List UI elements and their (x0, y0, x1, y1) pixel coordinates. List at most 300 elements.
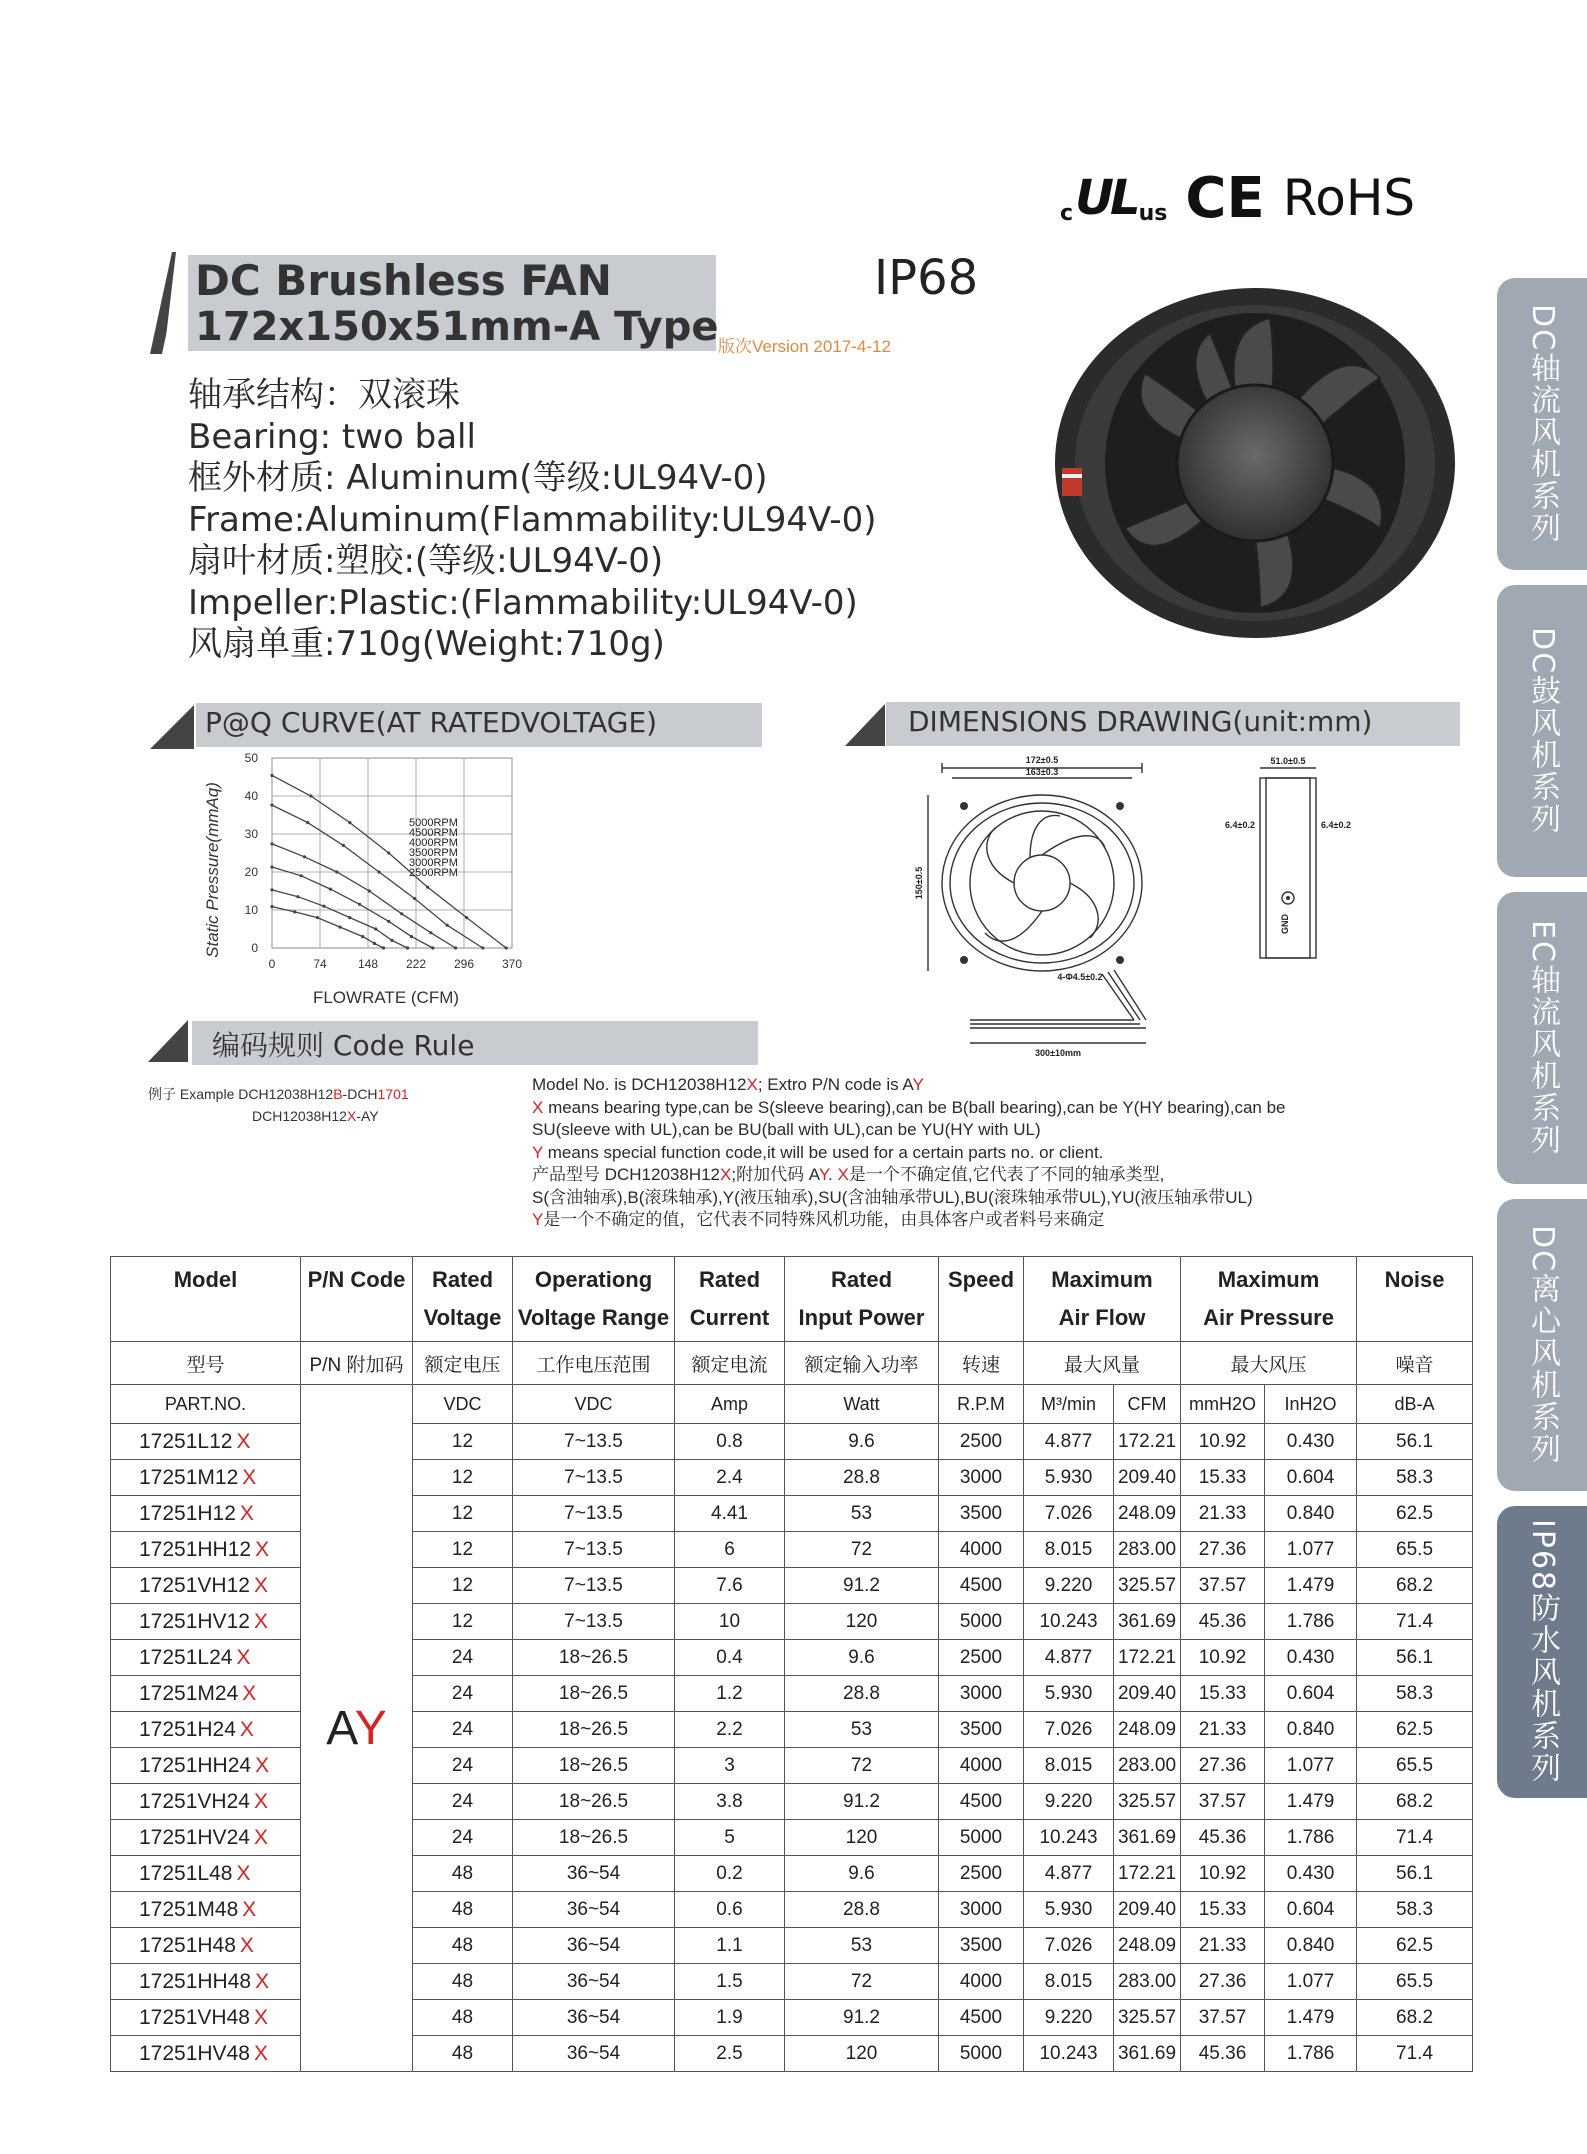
pq-data-point (390, 939, 393, 942)
header-text: Current (689, 1305, 770, 1330)
table-cell: 0.840 (1265, 1496, 1357, 1532)
pq-data-point (329, 888, 332, 891)
header-text: Speed (947, 1267, 1015, 1292)
table-cell: 2500 (939, 1424, 1024, 1460)
table-cell: 5000 (939, 2036, 1024, 2072)
model-suffix: X (253, 1825, 268, 1849)
table-cell: 10.92 (1181, 1424, 1265, 1460)
table-cell: 283.00 (1114, 1748, 1181, 1784)
spec-line: Impeller:Plastic:(Flammability:UL94V-0) (188, 582, 858, 623)
table-cell: 53 (785, 1496, 939, 1532)
model-number: 17251L48 (139, 1861, 233, 1885)
pn-code-y: Y (354, 1701, 387, 1755)
table-cell: 7~13.5 (513, 1424, 675, 1460)
pq-plot-frame (272, 758, 512, 948)
table-cell: 15.33 (1181, 1892, 1265, 1928)
table-cell: 1.077 (1265, 1532, 1357, 1568)
table-cell: 120 (785, 2036, 939, 2072)
model-number: 17251M48 (139, 1897, 239, 1921)
pq-data-point (410, 935, 413, 938)
table-cell: 1.077 (1265, 1964, 1357, 2000)
pq-data-point (335, 870, 338, 873)
table-cell: 8.015 (1024, 1532, 1114, 1568)
table-cell: 58.3 (1357, 1892, 1473, 1928)
table-cell: 209.40 (1114, 1676, 1181, 1712)
dim-side-b: 6.4±0.2 (1321, 820, 1351, 830)
note-line (532, 1142, 1532, 1165)
pq-data-point (293, 910, 296, 913)
pq-data-point (270, 865, 273, 868)
table-cell: 4500 (939, 2000, 1024, 2036)
table-cell: 10 (675, 1604, 785, 1640)
table-cell: 53 (785, 1712, 939, 1748)
pq-data-point (465, 916, 468, 919)
table-cell: 248.09 (1114, 1496, 1181, 1532)
table-cell: 1.1 (675, 1928, 785, 1964)
side-tab-label: DC鼓风机系列 (1525, 626, 1560, 836)
pq-data-point (400, 912, 403, 915)
unit-cell: mmH2O (1181, 1385, 1265, 1424)
model-cell (111, 1748, 301, 1784)
example-text: B (333, 1086, 343, 1102)
cn-header: 额定输入功率 (785, 1342, 939, 1385)
pq-y-axis-label: Static Pressure(mmAq) (203, 782, 222, 958)
pq-y-tick-label: 20 (244, 865, 258, 879)
pq-legend-label: 2500RPM (409, 867, 458, 879)
table-cell: 248.09 (1114, 1928, 1181, 1964)
table-cell: 45.36 (1181, 1820, 1265, 1856)
cn-header: 额定电压 (413, 1342, 513, 1385)
dims-section-title: DIMENSIONS DRAWING(unit:mm) (908, 705, 1373, 738)
pn-code-cell (301, 1385, 413, 2072)
spec-line: Bearing: two ball (188, 416, 476, 457)
dim-depth: 51.0±0.5 (1270, 756, 1306, 766)
model-suffix: X (255, 1969, 270, 1993)
table-cell: 4.877 (1024, 1640, 1114, 1676)
cn-header: 工作电压范围 (513, 1342, 675, 1385)
spec-list (188, 375, 876, 666)
table-cell: 2500 (939, 1856, 1024, 1892)
note-line (532, 1097, 1532, 1120)
table-cell: 62.5 (1357, 1928, 1473, 1964)
model-number: 17251VH12 (139, 1573, 250, 1597)
ip-rating: IP68 (874, 250, 979, 306)
model-number: 17251HV12 (139, 1609, 250, 1633)
table-cell: 48 (413, 2000, 513, 2036)
pq-data-point (306, 821, 309, 824)
pq-data-point (270, 804, 273, 807)
table-cell: 0.840 (1265, 1712, 1357, 1748)
dim-hole: 4-Φ4.5±0.2 (1057, 972, 1103, 982)
pq-series-line (272, 867, 433, 948)
pq-section-title: P@Q CURVE(AT RATEDVOLTAGE) (205, 706, 658, 739)
pq-data-point (431, 946, 434, 949)
pq-curve-chart (190, 748, 550, 1018)
table-cell: 37.57 (1181, 1568, 1265, 1604)
table-cell: 58.3 (1357, 1676, 1473, 1712)
model-cell (111, 1568, 301, 1604)
pq-data-point (348, 916, 351, 919)
table-cell: 3000 (939, 1460, 1024, 1496)
pq-data-point (358, 903, 361, 906)
table-cell: 5.930 (1024, 1892, 1114, 1928)
dim-gnd: GND (1280, 914, 1290, 934)
pq-y-tick-label: 40 (244, 789, 258, 803)
pq-legend-label: 5000RPM (409, 817, 458, 829)
ul-us-letters: us (1138, 201, 1168, 226)
dim-side-a: 6.4±0.2 (1225, 820, 1255, 830)
pq-data-point (382, 946, 385, 949)
note-text: X (720, 1165, 732, 1184)
note-line (532, 1164, 1532, 1187)
note-text: Y (532, 1142, 544, 1162)
table-cell: 7~13.5 (513, 1460, 675, 1496)
pq-series-line (272, 907, 384, 948)
table-cell: 91.2 (785, 2000, 939, 2036)
col-pn-code (301, 1257, 413, 1342)
table-cell: 4.41 (675, 1496, 785, 1532)
rohs-mark: RoHS (1282, 169, 1416, 227)
col-model (111, 1257, 301, 1342)
unit-cell: dB-A (1357, 1385, 1473, 1424)
pq-x-axis-label: FLOWRATE (CFM) (312, 988, 460, 1007)
model-suffix: X (253, 1573, 268, 1597)
table-cell: 18~26.5 (513, 1712, 675, 1748)
product-size-title: 172x150x51mm-A Type (195, 304, 719, 350)
model-suffix: X (255, 1753, 270, 1777)
table-cell: 1.786 (1265, 1820, 1357, 1856)
model-number: 17251L12 (139, 1429, 233, 1453)
table-cell: 53 (785, 1928, 939, 1964)
cn-header: 最大风量 (1024, 1342, 1181, 1385)
pq-data-point (316, 916, 319, 919)
pq-data-point (270, 774, 273, 777)
code-header-icon (148, 1020, 188, 1062)
table-cell: 15.33 (1181, 1676, 1265, 1712)
dim-inner: 163±0.3 (1025, 767, 1059, 777)
pq-header-icon (150, 705, 194, 749)
table-cell: 1.5 (675, 1964, 785, 2000)
example-text: DCH12038H12 (252, 1108, 347, 1124)
table-cell: 72 (785, 1532, 939, 1568)
table-cell: 7.6 (675, 1568, 785, 1604)
note-text: Y (818, 1165, 829, 1184)
table-cell: 7.026 (1024, 1928, 1114, 1964)
table-cell: 10.243 (1024, 1604, 1114, 1640)
example-text: -DCH (342, 1086, 378, 1102)
pq-data-point (342, 844, 345, 847)
table-cell: 3500 (939, 1496, 1024, 1532)
table-cell: 283.00 (1114, 1964, 1181, 2000)
table-cell: 325.57 (1114, 2000, 1181, 2036)
table-cell: 325.57 (1114, 1784, 1181, 1820)
table-cell: 361.69 (1114, 1604, 1181, 1640)
table-cell: 56.1 (1357, 1856, 1473, 1892)
table-cell: 7~13.5 (513, 1496, 675, 1532)
model-number: 17251HH12 (139, 1537, 252, 1561)
table-cell: 172.21 (1114, 1424, 1181, 1460)
model-suffix: X (255, 1537, 270, 1561)
pq-x-tick-label: 0 (268, 957, 276, 971)
col-speed (939, 1257, 1024, 1342)
table-cell: 21.33 (1181, 1928, 1265, 1964)
table-cell: 7.026 (1024, 1712, 1114, 1748)
table-cell: 7~13.5 (513, 1532, 675, 1568)
pq-x-tick-label: 296 (453, 957, 475, 971)
table-cell: 62.5 (1357, 1712, 1473, 1748)
table-cell: 0.8 (675, 1424, 785, 1460)
table-cell: 4.877 (1024, 1856, 1114, 1892)
cn-header: 转速 (939, 1342, 1024, 1385)
table-cell: 71.4 (1357, 2036, 1473, 2072)
note-text: X (532, 1097, 544, 1117)
table-cell: 9.6 (785, 1640, 939, 1676)
model-cell (111, 1640, 301, 1676)
fan-product-photo (1050, 258, 1460, 668)
pq-y-tick-label: 10 (244, 903, 258, 917)
pq-data-point (429, 931, 432, 934)
table-cell: 91.2 (785, 1784, 939, 1820)
note-text: ; Extro P/N code is A (757, 1075, 913, 1094)
table-cell: 27.36 (1181, 1964, 1265, 2000)
pq-data-point (339, 926, 342, 929)
title-accent-slash (150, 252, 184, 354)
pq-y-tick-label: 30 (244, 827, 258, 841)
model-suffix: X (236, 1429, 251, 1453)
table-cell: 24 (413, 1820, 513, 1856)
dimensions-drawing (914, 748, 1351, 1068)
model-suffix: X (253, 2005, 268, 2029)
header-text: Air Flow (1058, 1305, 1146, 1330)
ul-certification-logo (1060, 170, 1167, 226)
pq-x-tick-label: 74 (313, 957, 327, 971)
table-cell: 3000 (939, 1892, 1024, 1928)
pq-legend-label: 4500RPM (409, 827, 458, 839)
table-cell: 1.2 (675, 1676, 785, 1712)
pn-code-a: A (326, 1701, 355, 1755)
table-cell: 71.4 (1357, 1604, 1473, 1640)
dim-width: 172±0.5 (1025, 755, 1059, 765)
unit-cell: VDC (413, 1385, 513, 1424)
pq-y-tick-label: 50 (244, 751, 258, 765)
table-cell: 15.33 (1181, 1460, 1265, 1496)
table-cell: 120 (785, 1604, 939, 1640)
table-cell: 3.8 (675, 1784, 785, 1820)
pq-data-point (377, 870, 380, 873)
model-cell (111, 2000, 301, 2036)
table-cell: 72 (785, 1748, 939, 1784)
model-suffix: X (242, 1681, 257, 1705)
pq-data-point (387, 920, 390, 923)
model-number: 17251M24 (139, 1681, 239, 1705)
table-cell: 0.2 (675, 1856, 785, 1892)
table-cell: 4000 (939, 1748, 1024, 1784)
table-cell: 48 (413, 1892, 513, 1928)
side-tab-label: DC离心风机系列 (1525, 1224, 1560, 1466)
table-cell: 68.2 (1357, 1568, 1473, 1604)
table-cell: 0.604 (1265, 1460, 1357, 1496)
table-cell: 56.1 (1357, 1424, 1473, 1460)
table-cell: 5000 (939, 1820, 1024, 1856)
table-cell: 12 (413, 1460, 513, 1496)
table-cell: 1.9 (675, 2000, 785, 2036)
certification-marks (1060, 165, 1416, 231)
model-suffix: X (236, 1861, 251, 1885)
table-cell: 24 (413, 1676, 513, 1712)
table-cell: 361.69 (1114, 1820, 1181, 1856)
spec-line: 风扇单重:710g(Weight:710g) (188, 624, 665, 664)
table-cell: 36~54 (513, 1928, 675, 1964)
table-cell: 36~54 (513, 1892, 675, 1928)
table-cell: 36~54 (513, 2000, 675, 2036)
table-cell: 172.21 (1114, 1856, 1181, 1892)
model-cell (111, 1604, 301, 1640)
pq-data-point (413, 897, 416, 900)
note-line: SU(sleeve with UL),can be BU(ball with UL),can be YU(HY with UL) (532, 1120, 1041, 1139)
table-cell: 2.5 (675, 2036, 785, 2072)
pq-x-tick-label: 148 (357, 957, 379, 971)
unit-cell: InH2O (1265, 1385, 1357, 1424)
version-label: 版次Version 2017-4-12 (718, 337, 891, 356)
side-tab-dc-axial[interactable] (1497, 278, 1587, 570)
model-suffix: X (239, 1717, 254, 1741)
table-cell: 2500 (939, 1640, 1024, 1676)
model-number: 17251M12 (139, 1465, 239, 1489)
table-cell: 91.2 (785, 1568, 939, 1604)
table-cell: 24 (413, 1748, 513, 1784)
note-text: means bearing type,can be S(sleeve bearing),can be B(ball bearing),can be Y(HY bearing),can be (543, 1097, 1286, 1117)
col-operating-voltage (513, 1257, 675, 1342)
table-cell: 1.786 (1265, 2036, 1357, 2072)
table-cell: 1.786 (1265, 1604, 1357, 1640)
model-cell (111, 1892, 301, 1928)
pq-legend-label: 3000RPM (409, 857, 458, 869)
table-cell: 21.33 (1181, 1496, 1265, 1532)
model-cell (111, 1532, 301, 1568)
pq-data-point (296, 895, 299, 898)
model-suffix: X (242, 1897, 257, 1921)
table-cell: 4500 (939, 1784, 1024, 1820)
table-cell: 5000 (939, 1604, 1024, 1640)
model-cell (111, 1676, 301, 1712)
table-cell: 45.36 (1181, 2036, 1265, 2072)
pq-y-tick-label: 0 (251, 941, 258, 955)
unit-cell: Watt (785, 1385, 939, 1424)
table-cell: 12 (413, 1424, 513, 1460)
table-cell: 4000 (939, 1532, 1024, 1568)
header-text: Air Pressure (1203, 1305, 1334, 1330)
model-number: 17251HH24 (139, 1753, 252, 1777)
pq-data-point (446, 924, 449, 927)
model-suffix: X (239, 1501, 254, 1525)
pq-data-point (374, 927, 377, 930)
table-cell: 9.220 (1024, 1784, 1114, 1820)
table-cell: 9.6 (785, 1424, 939, 1460)
table-cell: 0.604 (1265, 1676, 1357, 1712)
table-cell: 68.2 (1357, 1784, 1473, 1820)
table-cell: 18~26.5 (513, 1820, 675, 1856)
side-tab-ec-axial[interactable] (1497, 892, 1587, 1184)
table-cell: 62.5 (1357, 1496, 1473, 1532)
table-cell: 2.4 (675, 1460, 785, 1496)
table-cell: 28.8 (785, 1892, 939, 1928)
pq-data-point (426, 886, 429, 889)
note-text: X (837, 1165, 849, 1184)
table-cell: 36~54 (513, 2036, 675, 2072)
table-cell: 0.604 (1265, 1892, 1357, 1928)
cn-header: P/N 附加码 (301, 1342, 413, 1385)
pq-data-point (322, 905, 325, 908)
table-cell: 209.40 (1114, 1892, 1181, 1928)
table-cell: 12 (413, 1604, 513, 1640)
model-cell (111, 1460, 301, 1496)
model-number: 17251HH48 (139, 1969, 252, 1993)
example-text: DCH12038H12 (238, 1086, 334, 1102)
cn-header-row (111, 1342, 1473, 1385)
table-cell: 9.220 (1024, 1568, 1114, 1604)
note-text: . (828, 1165, 838, 1184)
table-cell: 7.026 (1024, 1496, 1114, 1532)
table-cell: 28.8 (785, 1460, 939, 1496)
table-cell: 325.57 (1114, 1568, 1181, 1604)
model-number: 17251H48 (139, 1933, 236, 1957)
table-cell: 7~13.5 (513, 1604, 675, 1640)
header-text: Voltage Range (517, 1305, 670, 1330)
table-cell: 5 (675, 1820, 785, 1856)
table-cell: 18~26.5 (513, 1676, 675, 1712)
cn-header: 额定电流 (675, 1342, 785, 1385)
table-cell: 1.077 (1265, 1748, 1357, 1784)
note-text: X (746, 1075, 758, 1094)
table-cell: 4.877 (1024, 1424, 1114, 1460)
spec-line: 框外材质: Aluminum(等级:UL94V-0) (188, 458, 768, 498)
table-cell: 283.00 (1114, 1532, 1181, 1568)
model-number: 17251HV48 (139, 2041, 250, 2065)
table-cell: 5.930 (1024, 1460, 1114, 1496)
table-cell: 58.3 (1357, 1460, 1473, 1496)
note-text: 产品型号 DCH12038H12 (532, 1165, 721, 1184)
table-cell: 71.4 (1357, 1820, 1473, 1856)
note-text: Y (912, 1075, 924, 1094)
header-text: Input Power (798, 1305, 925, 1330)
unit-cell: Amp (675, 1385, 785, 1424)
side-tab-ip68[interactable] (1497, 1506, 1587, 1798)
table-cell: 3000 (939, 1676, 1024, 1712)
header-text: Model (173, 1267, 238, 1292)
table-cell: 27.36 (1181, 1532, 1265, 1568)
table-cell: 56.1 (1357, 1640, 1473, 1676)
table-cell: 8.015 (1024, 1964, 1114, 2000)
table-cell: 24 (413, 1640, 513, 1676)
dim-height: 150±0.5 (914, 866, 924, 900)
table-cell: 1.479 (1265, 1784, 1357, 1820)
table-cell: 4000 (939, 1964, 1024, 2000)
model-cell (111, 1820, 301, 1856)
model-cell (111, 1784, 301, 1820)
table-cell: 209.40 (1114, 1460, 1181, 1496)
unit-cell: PART.NO. (111, 1385, 301, 1424)
unit-row (111, 1385, 1473, 1424)
pq-data-point (454, 946, 457, 949)
pq-data-point (373, 942, 376, 945)
note-line (532, 1209, 1532, 1232)
product-title: DC Brushless FAN (195, 256, 612, 305)
side-tab-dc-centrifugal[interactable] (1497, 1199, 1587, 1491)
header-text: Rated (431, 1267, 494, 1292)
side-tab-dc-blower[interactable] (1497, 585, 1587, 877)
model-suffix: X (239, 1933, 254, 1957)
table-cell: 18~26.5 (513, 1640, 675, 1676)
